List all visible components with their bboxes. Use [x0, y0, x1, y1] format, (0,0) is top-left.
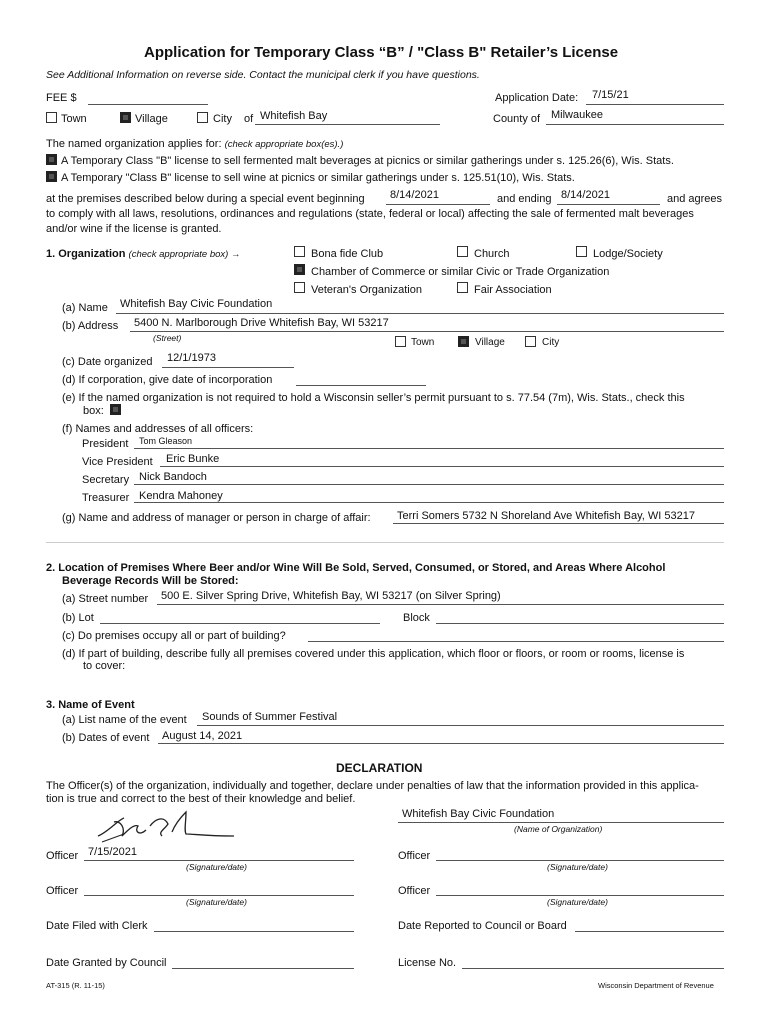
- town-label: Town: [61, 113, 87, 125]
- addr-city-checkbox[interactable]: [525, 336, 536, 347]
- declaration-heading: DECLARATION: [336, 761, 423, 775]
- building-label: (c) Do premises occupy all or part of building?: [62, 630, 286, 642]
- end-date-field[interactable]: [557, 204, 660, 205]
- end-date-value: 8/14/2021: [561, 189, 610, 201]
- declaration-text-2: tion is true and correct to the best of their knowledge and belief.: [46, 793, 356, 805]
- treasurer-field[interactable]: [134, 502, 724, 503]
- officers-label: (f) Names and addresses of all officers:: [62, 423, 254, 435]
- declaration-org-value: Whitefish Bay Civic Foundation: [402, 808, 555, 820]
- organization-heading: 1. Organization (check appropriate box) →: [46, 248, 241, 260]
- org-name-note: (Name of Organization): [514, 824, 603, 834]
- secretary-field[interactable]: [134, 484, 724, 485]
- event-dates-value: August 14, 2021: [162, 730, 243, 742]
- city-checkbox[interactable]: [197, 112, 208, 123]
- date-reported-field[interactable]: [575, 931, 724, 932]
- agency: Wisconsin Department of Revenue: [598, 981, 714, 990]
- officer-signature: [94, 806, 244, 846]
- lodge-label: Lodge/Society: [593, 248, 663, 260]
- chamber-label: Chamber of Commerce or similar Civic or Trade Organization: [311, 266, 610, 278]
- begin-date-field[interactable]: [386, 204, 490, 205]
- event-dates-field[interactable]: [158, 743, 724, 744]
- license-no-field[interactable]: [462, 968, 724, 969]
- town-checkbox[interactable]: [46, 112, 57, 123]
- vp-label: Vice President: [82, 456, 153, 468]
- option1-label: A Temporary Class "B" license to sell fermented malt beverages at picnics or similar gatherings under s. 125.26(6), Wis. Stats.: [61, 155, 674, 167]
- incorporation-field[interactable]: [296, 385, 426, 386]
- location-heading-1: 2. Location of Premises Where Beer and/or Wine Will Be Sold, Served, Consumed, or Stored, and Areas Where Alcohol: [46, 562, 666, 574]
- event-name-field[interactable]: [197, 725, 724, 726]
- event-name-value: Sounds of Summer Festival: [202, 711, 338, 723]
- officer4-field[interactable]: [436, 895, 724, 896]
- seller-permit-box-label: box:: [83, 405, 104, 417]
- date-filed-field[interactable]: [154, 931, 354, 932]
- event-dates-label: (b) Dates of event: [62, 732, 150, 744]
- president-value: Tom Gleason: [139, 436, 193, 446]
- addr-village-checkbox[interactable]: [458, 336, 469, 347]
- application-date-value: 7/15/21: [592, 89, 629, 101]
- lot-label: (b) Lot: [62, 612, 94, 624]
- premises-text-2: to comply with all laws, resolutions, ordinances and regulations (state, federal or local) affecting the sale of fermented malt beverages: [46, 208, 694, 220]
- bona-fide-checkbox[interactable]: [294, 246, 305, 257]
- fair-label: Fair Association: [474, 284, 552, 296]
- date-granted-field[interactable]: [172, 968, 354, 969]
- option2-label: A Temporary "Class B" license to sell wine at picnics or similar gatherings under s. 125.51(10), Wis. Stats.: [61, 172, 575, 184]
- building-field[interactable]: [308, 641, 724, 642]
- county-value: Milwaukee: [551, 109, 603, 121]
- secretary-label: Secretary: [82, 474, 130, 486]
- part-building-label-1: (d) If part of building, describe fully all premises covered under this application, which floor or floors, or room or rooms, license is: [62, 648, 685, 660]
- date-granted-label: Date Granted by Council: [46, 957, 167, 969]
- street-number-field[interactable]: [157, 604, 724, 605]
- addr-town-checkbox[interactable]: [395, 336, 406, 347]
- chamber-checkbox[interactable]: [294, 264, 305, 275]
- org-name-label: (a) Name: [62, 302, 108, 314]
- license-no-label: License No.: [398, 957, 457, 969]
- premises-text-a: at the premises described below during a special event beginning: [46, 193, 365, 205]
- seller-permit-checkbox[interactable]: [110, 404, 121, 415]
- begin-date-value: 8/14/2021: [390, 189, 439, 201]
- county-field[interactable]: [546, 124, 724, 125]
- vp-field[interactable]: [160, 466, 724, 467]
- addr-village-label: Village: [475, 337, 505, 348]
- officer3-field[interactable]: [84, 895, 354, 896]
- and-ending-label: and ending: [497, 193, 552, 205]
- date-filed-label: Date Filed with Clerk: [46, 920, 148, 932]
- part-building-label-2: to cover:: [83, 660, 126, 672]
- officer3-sig-note: (Signature/date): [186, 897, 247, 907]
- municipality-value: Whitefish Bay: [260, 110, 328, 122]
- addr-city-label: City: [542, 337, 560, 348]
- street-note: (Street): [153, 333, 182, 343]
- and-agrees-label: and agrees: [667, 193, 723, 205]
- option1-checkbox[interactable]: [46, 154, 57, 165]
- event-heading: 3. Name of Event: [46, 699, 135, 711]
- location-heading-2: Beverage Records Will be Stored:: [62, 575, 239, 587]
- org-name-value: Whitefish Bay Civic Foundation: [120, 298, 273, 310]
- officer2-sig-note: (Signature/date): [547, 862, 608, 872]
- veterans-label: Veteran's Organization: [311, 284, 422, 296]
- officer1-value: 7/15/2021: [88, 846, 137, 858]
- applies-intro: The named organization applies for: (check appropriate box(es).): [46, 138, 344, 150]
- church-label: Church: [474, 248, 510, 260]
- org-address-field[interactable]: [130, 331, 724, 332]
- officer4-label: Officer: [398, 885, 431, 897]
- county-label: County of: [493, 113, 541, 125]
- org-address-value: 5400 N. Marlborough Drive Whitefish Bay, WI 53217: [134, 317, 389, 329]
- seller-permit-label: (e) If the named organization is not required to hold a Wisconsin seller’s permit pursuant to s. 77.54 (7m), Wis. Stats., check this: [62, 392, 685, 404]
- secretary-value: Nick Bandoch: [139, 471, 207, 483]
- fair-checkbox[interactable]: [457, 282, 468, 293]
- lot-field[interactable]: [100, 623, 380, 624]
- form-id: AT-315 (R. 11-15): [46, 981, 105, 990]
- fee-label: FEE $: [46, 92, 77, 104]
- officer3-label: Officer: [46, 885, 79, 897]
- village-label: Village: [135, 113, 168, 125]
- declaration-text-1: The Officer(s) of the organization, individually and together, declare under penalties of law that the information provided in this applica-: [46, 780, 699, 792]
- veterans-checkbox[interactable]: [294, 282, 305, 293]
- premises-text-3: and/or wine if the license is granted.: [46, 223, 222, 235]
- of-label: of: [244, 113, 254, 125]
- block-label: Block: [403, 612, 430, 624]
- city-label: City: [213, 113, 232, 125]
- lodge-checkbox[interactable]: [576, 246, 587, 257]
- application-date-field[interactable]: [586, 104, 724, 105]
- date-organized-value: 12/1/1973: [167, 352, 216, 364]
- addr-town-label: Town: [411, 337, 435, 348]
- org-name-field[interactable]: [116, 313, 724, 314]
- president-label: President: [82, 438, 129, 450]
- municipality-field[interactable]: [255, 124, 440, 125]
- org-address-label: (b) Address: [62, 320, 119, 332]
- date-reported-label: Date Reported to Council or Board: [398, 920, 567, 932]
- application-date-label: Application Date:: [495, 92, 579, 104]
- street-number-label: (a) Street number: [62, 593, 149, 605]
- form-subtitle: See Additional Information on reverse side. Contact the municipal clerk if you have questions.: [46, 69, 480, 81]
- manager-value: Terri Somers 5732 N Shoreland Ave Whitefish Bay, WI 53217: [397, 510, 695, 522]
- officer2-field[interactable]: [436, 860, 724, 861]
- incorporation-label: (d) If corporation, give date of incorporation: [62, 374, 273, 386]
- bona-fide-label: Bona fide Club: [311, 248, 384, 260]
- block-field[interactable]: [436, 623, 724, 624]
- officer1-label: Officer: [46, 850, 79, 862]
- form-title: Application for Temporary Class “B” / "Class B" Retailer’s License: [144, 44, 619, 61]
- manager-field-extra[interactable]: [46, 542, 724, 543]
- treasurer-value: Kendra Mahoney: [139, 490, 223, 502]
- officer2-label: Officer: [398, 850, 431, 862]
- vp-value: Eric Bunke: [166, 453, 220, 465]
- fee-field[interactable]: [88, 104, 208, 105]
- declaration-org-field[interactable]: [398, 822, 724, 823]
- option2-checkbox[interactable]: [46, 171, 57, 182]
- officer4-sig-note: (Signature/date): [547, 897, 608, 907]
- street-number-value: 500 E. Silver Spring Drive, Whitefish Bay, WI 53217 (on Silver Spring): [161, 590, 501, 602]
- manager-label: (g) Name and address of manager or person in charge of affair:: [62, 512, 371, 524]
- event-name-label: (a) List name of the event: [62, 714, 187, 726]
- manager-field[interactable]: [393, 523, 724, 524]
- president-field[interactable]: [134, 448, 724, 449]
- date-organized-field[interactable]: [162, 367, 294, 368]
- village-checkbox[interactable]: [120, 112, 131, 123]
- treasurer-label: Treasurer: [82, 492, 130, 504]
- officer1-sig-note: (Signature/date): [186, 862, 247, 872]
- date-organized-label: (c) Date organized: [62, 356, 153, 368]
- officer1-field[interactable]: [84, 860, 354, 861]
- church-checkbox[interactable]: [457, 246, 468, 257]
